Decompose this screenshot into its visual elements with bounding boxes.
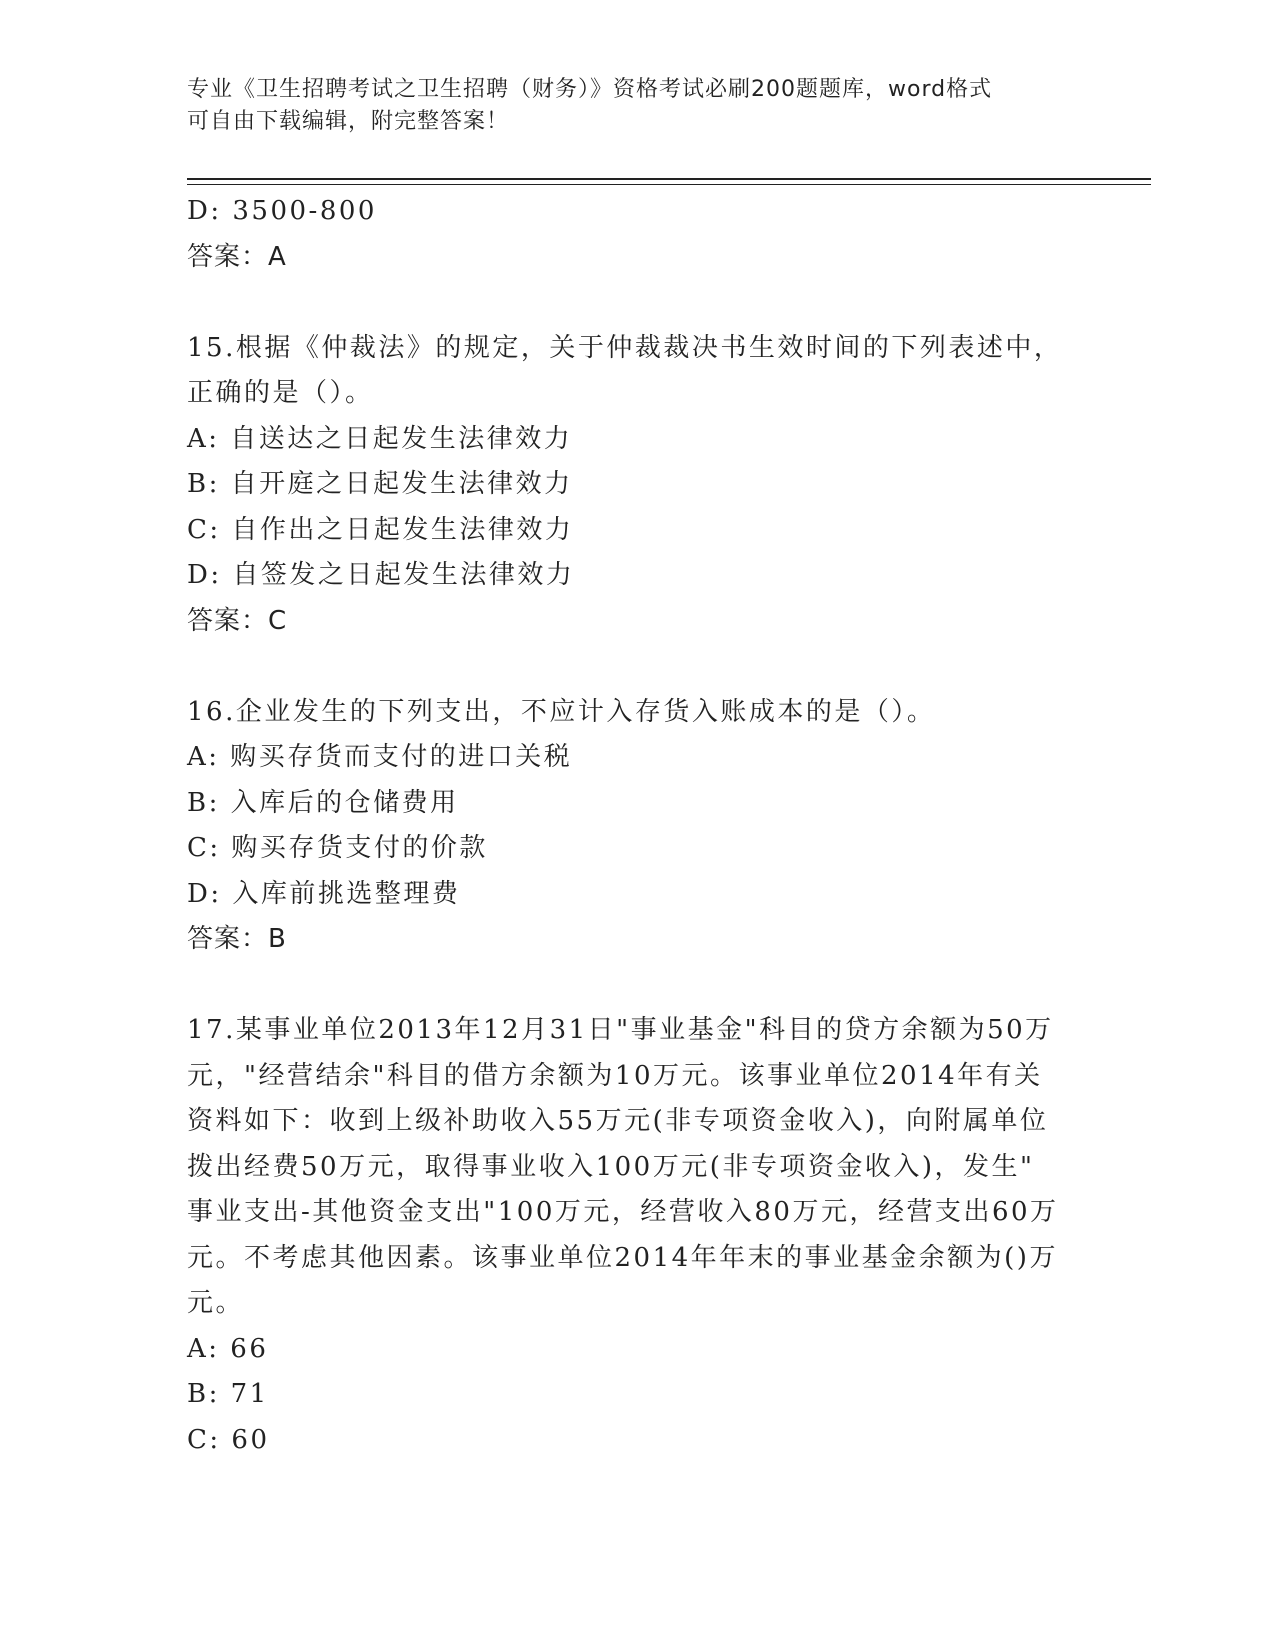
question-block-previous [187,189,1087,280]
option-c: C: 60 [187,1424,270,1455]
option-a: A: 购买存货而支付的进口关税 [187,742,573,772]
question-stem: 15.根据《仲裁法》的规定，关于仲裁裁决书生效时间的下列表述中， [187,332,1063,363]
option-d: D: 自签发之日起发生法律效力 [187,560,575,590]
option-d: D: 入库前挑选整理费 [187,878,461,909]
option-b: B: 自开庭之日起发生法律效力 [187,469,573,499]
option-d: D: 3500-800 [187,196,377,226]
answer-line: 答案：C [187,605,288,636]
question-block-16 [187,690,1087,963]
option-a: A: 自送达之日起发生法律效力 [187,423,573,454]
question-block-15 [187,326,1087,645]
option-c: C: 自作出之日起发生法律效力 [187,514,574,545]
option-b: B: 入库后的仓储费用 [187,787,459,818]
question-stem: 17.某事业单位2013年12月31日"事业基金"科目的贷方余额为50万 [187,1015,1054,1045]
question-list [187,189,1087,1463]
option-c: C: 购买存货支付的价款 [187,833,488,863]
question-stem: 元。不考虑其他因素。该事业单位2014年年末的事业基金余额为()万 [187,1242,1058,1273]
option-a: A: 66 [187,1333,269,1364]
question-block-17 [187,1008,1087,1463]
answer-line: 答案：A [187,241,287,272]
header-line-1: 专业《卫生招聘考试之卫生招聘（财务）》资格考试必刷200题题库，word格式 [187,77,993,102]
option-b: B: 71 [187,1379,269,1409]
question-stem: 事业支出-其他资金支出"100万元，经营收入80万元，经营支出60万 [187,1197,1059,1227]
question-stem: 正确的是（）。 [187,378,374,408]
header-divider-thin [187,184,1151,185]
header-divider-thick [187,178,1151,180]
page-header [187,74,1067,138]
spacer [187,644,1087,690]
header-line-2: 可自由下载编辑，附完整答案！ [187,109,510,134]
spacer [187,963,1087,1009]
answer-line: 答案：B [187,924,287,954]
question-stem: 元，"经营结余"科目的借方余额为10万元。该事业单位2014年有关 [187,1060,1043,1091]
question-stem: 资料如下：收到上级补助收入55万元(非专项资金收入)，向附属单位 [187,1106,1049,1136]
spacer [187,280,1087,326]
question-stem: 拨出经费50万元，取得事业收入100万元(非专项资金收入)，发生" [187,1151,1035,1182]
question-stem: 元。 [187,1288,245,1318]
question-stem: 16.企业发生的下列支出，不应计入存货入账成本的是（）。 [187,696,936,727]
